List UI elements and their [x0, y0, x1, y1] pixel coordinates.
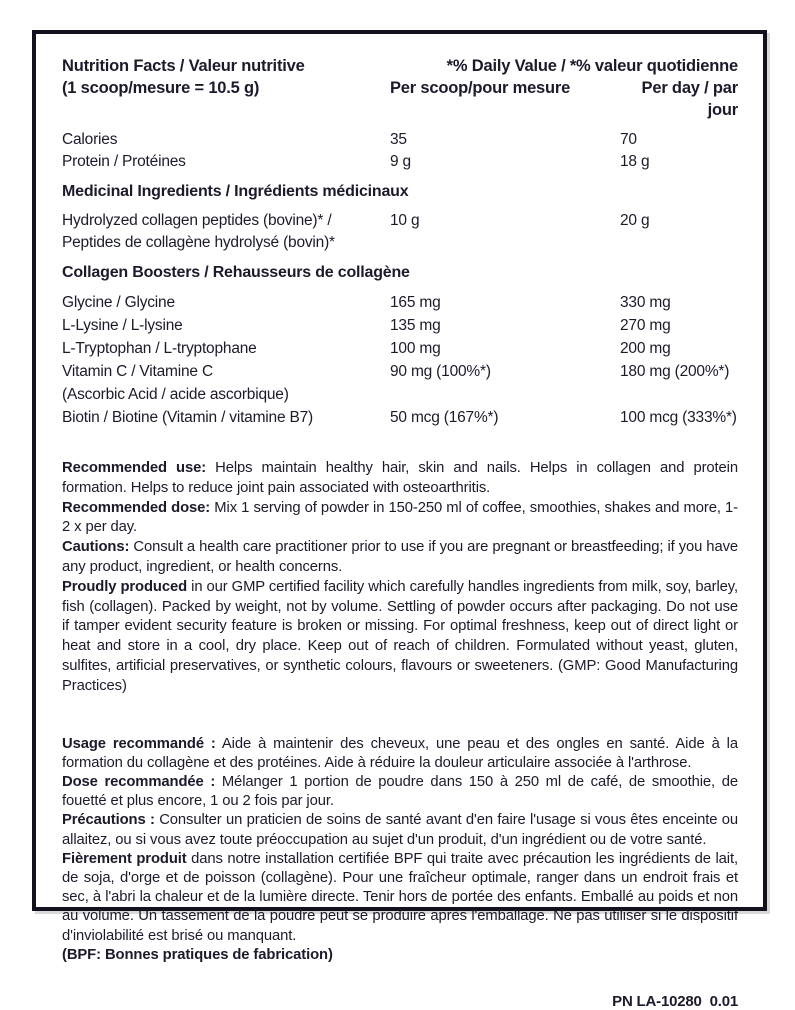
usage-recommande-paragraph: Usage recommandé : Aide à maintenir des cheveux, une peau et des ongles en santé. Aide à la formation du collagène et des protéines. Aide à réduire la douleur articulaire associée à l'arthrose. — [62, 735, 738, 771]
usage-recommande-label: Usage recommandé : — [62, 735, 216, 752]
recommended-use-paragraph: Recommended use: Helps maintain healthy hair, skin and nails. Helps in collagen and protein formation. Helps to reduce joint pain associated with osteoarthritis. — [62, 460, 739, 496]
row-per-day: 180 mg (200%*) — [620, 363, 730, 380]
basic-rows — [62, 125, 738, 178]
row-label: L-Tryptophan / L-tryptophane — [62, 340, 257, 357]
row-per-scoop: 50 mcg (167%*) — [390, 409, 499, 426]
proudly-produced-paragraph: Proudly produced in our GMP certified facility which carefully handles ingredients from milk, soy, barley, fish (collagen). Packed by weight, not by volume. Settling of powder occurs after packaging. Do not use if tamper evident security feature is broken or missing. For optimal freshness, keep out of direct light or heat and store in a cool, dry place. Keep out of reach of children. Formulated without yeast, gluten, sulfites, artificial preservatives, or synthetic colours, flavours or sweeteners. (GMP: Good Manufacturing Practices) — [62, 578, 738, 694]
fierement-produit-paragraph: Fièrement produit dans notre installation certifiée BPF qui traite avec précaution les ingrédients de lait, de soja, d'orge et de poisson (collagène). Pour une fraîcheur optimale, ranger dans un endroit frais et sec, à l'abri la chaleur et de la lumière directe. Tenir hors de portée des enfants. Emballé au poids et non au volume. Un tassement de la poudre peut se produire après l'emballage. Ne pas utiliser si le dispositif d'inviolabilité est brisé ou manquant. — [62, 850, 738, 944]
table-row — [62, 291, 738, 314]
table-row — [62, 151, 738, 173]
row-label: Hydrolyzed collagen peptides (bovine)* / Peptides de collagène hydrolysé (bovin)* — [62, 212, 335, 251]
booster-rows — [62, 287, 738, 436]
cautions-paragraph: Cautions: Consult a health care practitioner prior to use if you are pregnant or breastfeeding; if you have any product, ingredient, or health concerns. — [62, 539, 738, 575]
table-row — [62, 129, 738, 151]
daily-value-note: *% Daily Value / *% valeur quotidienne — [446, 57, 738, 75]
medicinal-rows — [62, 206, 738, 259]
row-per-day: 270 mg — [620, 317, 671, 334]
row-per-day: 100 mcg (333%*) — [620, 409, 737, 426]
part-number: PN LA-10280 0.01 — [612, 993, 738, 1010]
row-label: Glycine / Glycine — [62, 294, 175, 311]
bpf-note: (BPF: Bonnes pratiques de fabrication) — [62, 946, 333, 963]
facts-header — [62, 55, 738, 121]
row-per-day: 200 mg — [620, 340, 671, 357]
section-medicinal-ingredients: Medicinal Ingredients / Ingrédients médicinaux — [62, 183, 409, 200]
dose-recommandee-paragraph: Dose recommandée : Mélanger 1 portion de poudre dans 150 à 250 ml de café, de smoothie, de fouetté et plus encore, 1 ou 2 fois par jour. — [62, 773, 738, 810]
row-label: Calories — [62, 131, 118, 148]
table-row — [62, 360, 738, 406]
recommended-dose-paragraph: Recommended dose: Mix 1 serving of powder in 150-250 ml of coffee, smoothies, shakes and more, 1-2 x per day. — [62, 499, 738, 536]
facts-title: Nutrition Facts / Valeur nutritive — [62, 57, 305, 75]
recommended-dose-label: Recommended dose: — [62, 499, 211, 516]
row-per-scoop: 35 — [390, 131, 407, 148]
row-label: Protein / Protéines — [62, 153, 186, 170]
proudly-produced-label: Proudly produced — [62, 578, 188, 595]
cautions-label: Cautions: — [62, 539, 130, 556]
column-header-per-day: Per day / par jour — [641, 79, 738, 119]
table-row — [62, 210, 738, 254]
serving-size: (1 scoop/mesure = 10.5 g) — [62, 79, 260, 97]
row-per-scoop: 9 g — [390, 153, 411, 170]
row-per-day: 20 g — [620, 212, 650, 229]
fierement-produit-label: Fièrement produit — [62, 850, 187, 867]
row-per-scoop: 165 mg — [390, 294, 441, 311]
recommended-use-label: Recommended use: — [62, 460, 207, 476]
dose-recommandee-label: Dose recommandée : — [62, 773, 216, 790]
row-per-scoop: 10 g — [390, 212, 420, 229]
table-row — [62, 337, 738, 360]
precautions-label: Précautions : — [62, 812, 155, 829]
table-row — [62, 314, 738, 337]
row-per-day: 330 mg — [620, 294, 671, 311]
row-label: Vitamin C / Vitamine C (Ascorbic Acid / acide ascorbique) — [62, 363, 289, 403]
row-per-scoop: 100 mg — [390, 340, 441, 357]
row-per-scoop: 90 mg (100%*) — [390, 363, 491, 380]
english-directions — [62, 459, 738, 697]
column-header-per-scoop: Per scoop/pour mesure — [390, 79, 571, 97]
row-label: Biotin / Biotine (Vitamin / vitamine B7) — [62, 409, 314, 426]
precautions-paragraph: Précautions : Consulter un praticien de soins de santé avant d'en faire l'usage si vous êtes enceinte ou allaitez, ou si vous avez toute préoccupation au sujet d'un produit, d'un ingrédient ou de votre santé. — [62, 812, 738, 848]
row-per-day: 70 — [620, 131, 637, 148]
row-label: L-Lysine / L-lysine — [62, 317, 183, 334]
row-per-scoop: 135 mg — [390, 317, 441, 334]
section-collagen-boosters: Collagen Boosters / Rehausseurs de collagène — [62, 264, 410, 281]
nutrition-label — [32, 30, 767, 1010]
french-directions — [62, 735, 738, 965]
row-per-day: 18 g — [620, 153, 650, 170]
table-row — [62, 406, 738, 429]
